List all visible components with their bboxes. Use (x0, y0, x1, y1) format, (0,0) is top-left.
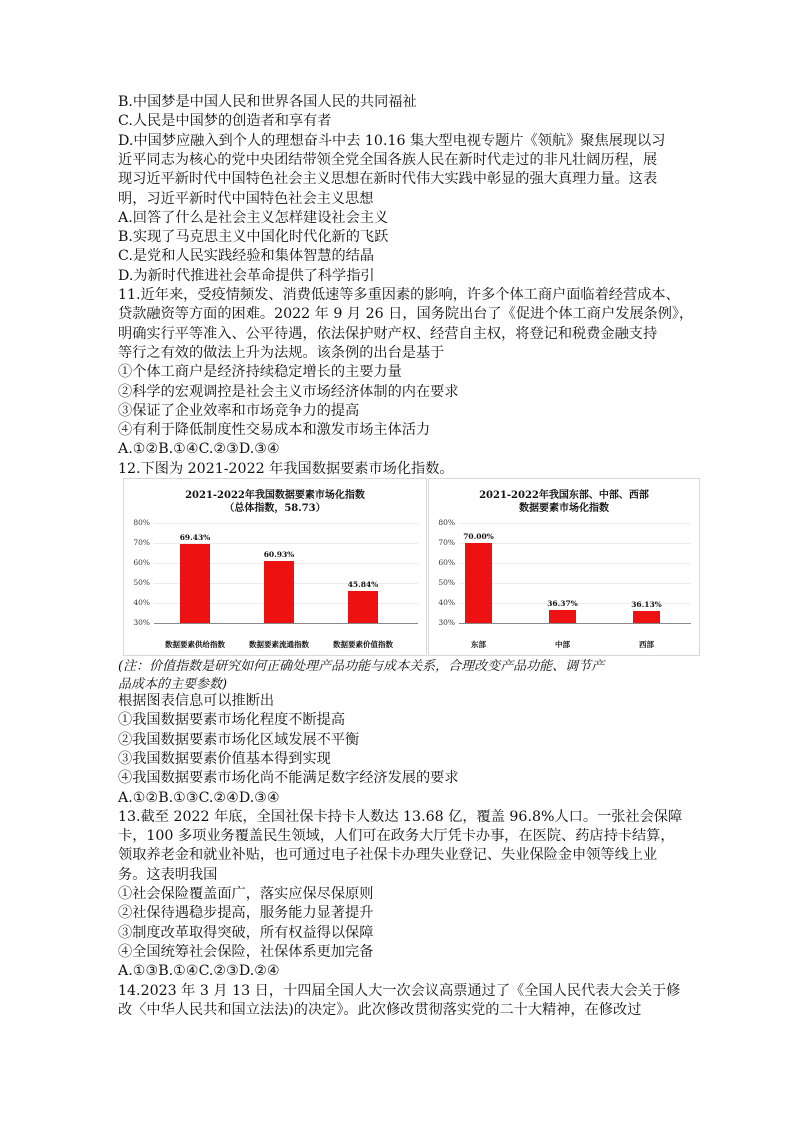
text-line: 改〈中华人民共和国立法法)的决定》。此次修改贯彻落实党的二十大精神，在修改过 (118, 1001, 642, 1018)
text-line: D.中国梦应融入到个人的理想奋斗中去 10.16 集大型电视专题片《领航》聚焦展现以习 (118, 132, 666, 149)
text-line: B.实现了马克思主义中国化时代化新的飞跃 (118, 229, 389, 246)
text-line: 现习近平新时代中国特色社会主义思想在新时代伟大实践中彰显的强大真理力量。这表 (118, 171, 658, 188)
text-line: 近平同志为核心的党中央团结带领全党全国各族人民在新时代走过的非凡壮阔历程，展 (118, 151, 658, 168)
chart-subtitle: 数据要素市场化指数 (519, 503, 609, 514)
x-tick-label: 数据要素供给指数 (165, 640, 225, 649)
text-line: C.是党和人民实践经验和集体智慧的结晶 (118, 248, 375, 265)
y-tick-label: 40% (438, 598, 455, 607)
text-line: A.回答了什么是社会主义怎样建设社会主义 (118, 209, 389, 226)
text-line: B.中国梦是中国人民和世界各国人民的共同福祉 (118, 94, 417, 110)
gridline (459, 563, 691, 564)
x-tick-label: 数据要素流通指数 (249, 640, 309, 649)
text-line: 13.截至 2022 年底，全国社保卡持卡人数达 13.68 亿，覆盖 96.8%人口。一张社会保障 (118, 808, 683, 825)
text-line: 卡，100 多项业务覆盖民生领域，人们可在政务大厅凭卡办事，在医院、药店持卡结算， (118, 828, 675, 845)
text-line: C.人民是中国梦的创造者和享有者 (118, 113, 332, 130)
x-tick-label: 数据要素价值指数 (333, 640, 393, 649)
text-line: (注：价值指数是研究如何正确处理产品功能与成本关系，合理改变产品功能、调节产 (118, 659, 605, 674)
y-tick-label: 60% (438, 558, 455, 567)
y-tick-label: 60% (133, 558, 150, 567)
text-line: ①我国数据要素市场化程度不断提高 (118, 712, 346, 729)
text-line: ②我国数据要素市场化区域发展不平衡 (118, 731, 360, 748)
chart-overall-index (123, 478, 427, 656)
text-line: ②科学的宏观调控是社会主义市场经济体制的内在要求 (118, 383, 459, 400)
text-line: 11.近年来，受疫情频发、消费低速等多重因素的影响，许多个体工商户面临着经营成本、 (118, 287, 680, 303)
y-tick-label: 30% (438, 618, 455, 627)
y-tick-label: 80% (133, 518, 150, 527)
gridline (154, 623, 418, 624)
bar (465, 543, 492, 623)
text-line: ③制度改革取得突破，所有权益得以保障 (118, 924, 374, 941)
text-line: ①社会保险覆盖面广，落实应保尽保原则 (118, 886, 374, 902)
y-tick-label: 40% (133, 598, 150, 607)
bar (264, 561, 294, 623)
gridline (459, 623, 691, 624)
text-line: 务。这表明我国 (118, 866, 218, 883)
text-line: 明确实行平等准入、公平待遇，依法保护财产权、经营自主权，将登记和税费金融支持 (118, 325, 658, 342)
text-line: A.①②B.①③C.②④D.③④ (118, 789, 280, 806)
y-tick-label: 50% (133, 578, 150, 587)
text-line: 明，习近平新时代中国特色社会主义思想 (118, 190, 374, 207)
chart-subtitle: （总体指数，58.73） (224, 503, 326, 514)
text-line: 品成本的主要参数) (118, 677, 228, 692)
text-line: ④全国统筹社会保险，社保体系更加完备 (118, 943, 374, 960)
data-label: 36.13% (631, 599, 662, 609)
bar (549, 610, 576, 623)
text-line: ③我国数据要素价值基本得到实现 (118, 750, 331, 767)
gridline (154, 523, 418, 524)
bar (633, 611, 660, 623)
y-tick-label: 70% (133, 538, 150, 547)
text-line: ②社保待遇稳步提高，服务能力显著提升 (118, 905, 374, 922)
y-tick-label: 30% (133, 618, 150, 627)
y-tick-label: 50% (438, 578, 455, 587)
chart-title: 2021-2022年我国东部、中部、西部 (479, 490, 649, 501)
y-tick-label: 80% (438, 518, 455, 527)
x-tick-label: 西部 (639, 640, 654, 649)
text-line: A.①③B.①④C.②③D.②④ (118, 963, 280, 980)
bar (348, 591, 378, 623)
data-label: 60.93% (263, 550, 295, 560)
bar (180, 544, 210, 623)
chart-title: 2021-2022年我国数据要素市场化指数 (185, 490, 365, 501)
x-tick-label: 东部 (471, 640, 486, 649)
text-line: ④我国数据要素市场化尚不能满足数字经济发展的要求 (118, 770, 459, 787)
data-label: 70.00% (463, 532, 494, 541)
text-line: 12.下图为 2021-2022 年我国数据要素市场化指数。 (118, 460, 454, 477)
text-line: 等行之有效的做法上升为法规。该条例的出台是基于 (118, 344, 445, 361)
x-tick-label: 中部 (555, 640, 570, 649)
text-line: 贷款融资等方面的困难。2022 年 9 月 26 日，国务院出台了《促进个体工商户发展条例》， (118, 306, 694, 323)
text-line: 14.2023 年 3 月 13 日，十四届全国人大一次会议高票通过了《全国人民代表大会关于修 (118, 982, 681, 999)
text-line: D.为新时代推进社会革命提供了科学指引 (118, 267, 375, 284)
text-line: 领取养老金和就业补贴，也可通过电子社保卡办理失业登记、失业保险金申领等线上业 (118, 847, 658, 864)
text-line: ③保证了企业效率和市场竞争力的提高 (118, 402, 360, 419)
gridline (459, 523, 691, 524)
text-line: ④有利于降低制度性交易成本和激发市场主体活力 (118, 422, 431, 439)
data-label: 36.37% (547, 599, 578, 609)
gridline (459, 583, 691, 584)
text-line: 根据图表信息可以推断出 (118, 693, 275, 709)
text-line: A.①②B.①④C.②③D.③④ (118, 441, 280, 458)
gridline (459, 543, 691, 544)
text-line: ①个体工商户是经济持续稳定增长的主要力量 (118, 364, 402, 381)
chart-regional-index (428, 478, 700, 656)
y-tick-label: 70% (438, 538, 455, 547)
data-label: 69.43% (179, 533, 211, 543)
data-label: 45.84% (347, 580, 379, 590)
